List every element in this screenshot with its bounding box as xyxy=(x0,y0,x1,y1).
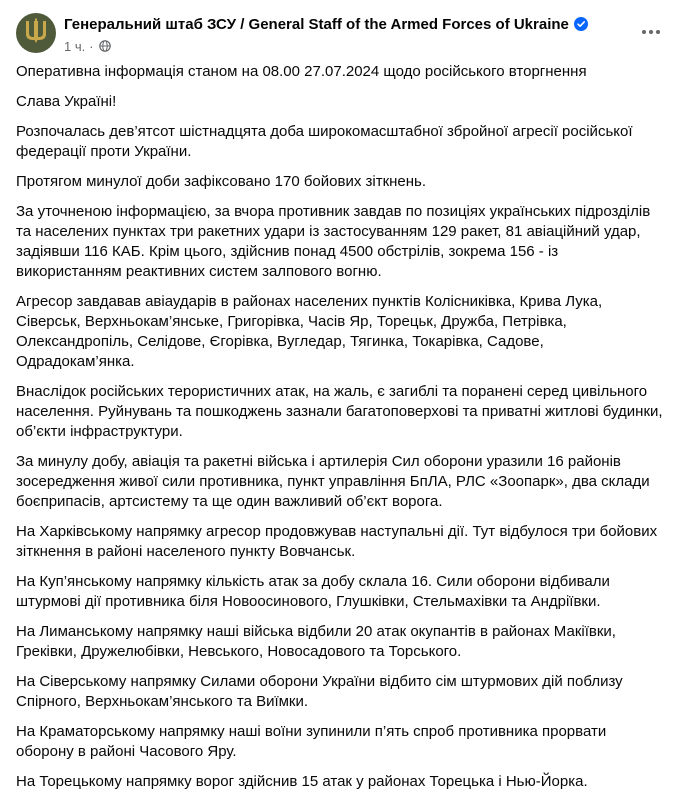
page-name-row xyxy=(64,13,588,35)
more-horizontal-icon xyxy=(641,22,661,40)
post-meta xyxy=(64,37,588,55)
post-paragraph: Розпочалась дев’ятсот шістнадцята доба широкомасштабної збройної агресії російської федерації проти України. xyxy=(16,123,633,160)
post-paragraph: На Краматорському напрямку наші воїни зупинили п’ять спроб противника прорвати оборону в районі Часового Яру. xyxy=(16,723,607,760)
post-paragraph: Агресор завдавав авіаударів в районах населених пунктів Колісниківка, Крива Лука, Сіверськ, Верхньокам’янське, Григорівка, Часів Яр, Торецьк, Дружба, Петрівка, Олександропіль, Селідове, Єгорівка, Вугледар, Тягинка, Токарівка, Садове, Одрадокам’янка. xyxy=(16,293,603,370)
post-paragraph: Внаслідок російських терористичних атак, на жаль, є загиблі та поранені серед цивільного населення. Руйнувань та пошкоджень зазнали багатоповерхові та приватні житлові будинки, об’єкти інфраструктури. xyxy=(16,383,663,440)
post-paragraph: За минулу добу, авіація та ракетні війська і артилерія Сил оборони уразили 16 районів зосередження живої сили противника, пункт управління БпЛА, РЛС «Зоопарк», два склади боєприпасів, артсистему та ще один важливий об’єкт ворога. xyxy=(16,453,650,510)
post-paragraph: Слава Україні! xyxy=(16,93,117,110)
post-paragraph: На Сіверському напрямку Силами оборони України відбито сім штурмових дій поблизу Спірного, Верхньокам’янського та Виїмки. xyxy=(16,673,623,710)
post-paragraph: Оперативна інформація станом на 08.00 27.07.2024 щодо російського вторгнення xyxy=(16,63,587,80)
verified-badge-icon xyxy=(574,17,588,31)
meta-separator: · xyxy=(89,38,94,54)
globe-icon[interactable] xyxy=(99,40,111,52)
page-avatar[interactable] xyxy=(16,13,56,53)
post-body xyxy=(16,62,666,802)
post-paragraph: За уточненою інформацією, за вчора противник завдав по позиціях українських підрозділів та населених пунктах три ракетних удари із застосуванням 129 ракет, 81 авіаційний удар, задіявши 116 КАБ. Крім цього, здійснив понад 4500 обстрілів, зокрема 156 - із використанням реактивних систем залпового вогню. xyxy=(16,203,651,280)
post-paragraph: На Торецькому напрямку ворог здійснив 15 атак у районах Торецька і Нью-Йорка. xyxy=(16,773,588,790)
post-header xyxy=(64,13,588,55)
more-options-button[interactable] xyxy=(636,16,666,46)
post-paragraph: На Лиманському напрямку наші війська відбили 20 атак окупантів в районах Макіївки, Греківки, Дружелюбівки, Невського, Новосадового та Торського. xyxy=(16,623,616,660)
post-timestamp[interactable]: 1 ч. xyxy=(64,38,86,54)
page-name-link[interactable]: Генеральний штаб ЗСУ / General Staff of the Armed Forces of Ukraine xyxy=(64,15,569,33)
trident-emblem-icon xyxy=(24,18,48,49)
post-paragraph: Протягом минулої доби зафіксовано 170 бойових зіткнень. xyxy=(16,173,427,190)
post-paragraph: На Куп’янському напрямку кількість атак за добу склала 16. Сили оборони відбивали штурмові дії противника біля Новоосинового, Глушківки, Стельмахівки та Андріївки. xyxy=(16,573,610,610)
post-paragraph: На Харківському напрямку агресор продовжував наступальні дії. Тут відбулося три бойових зіткнення в районі населеного пункту Вовчанськ. xyxy=(16,523,658,560)
